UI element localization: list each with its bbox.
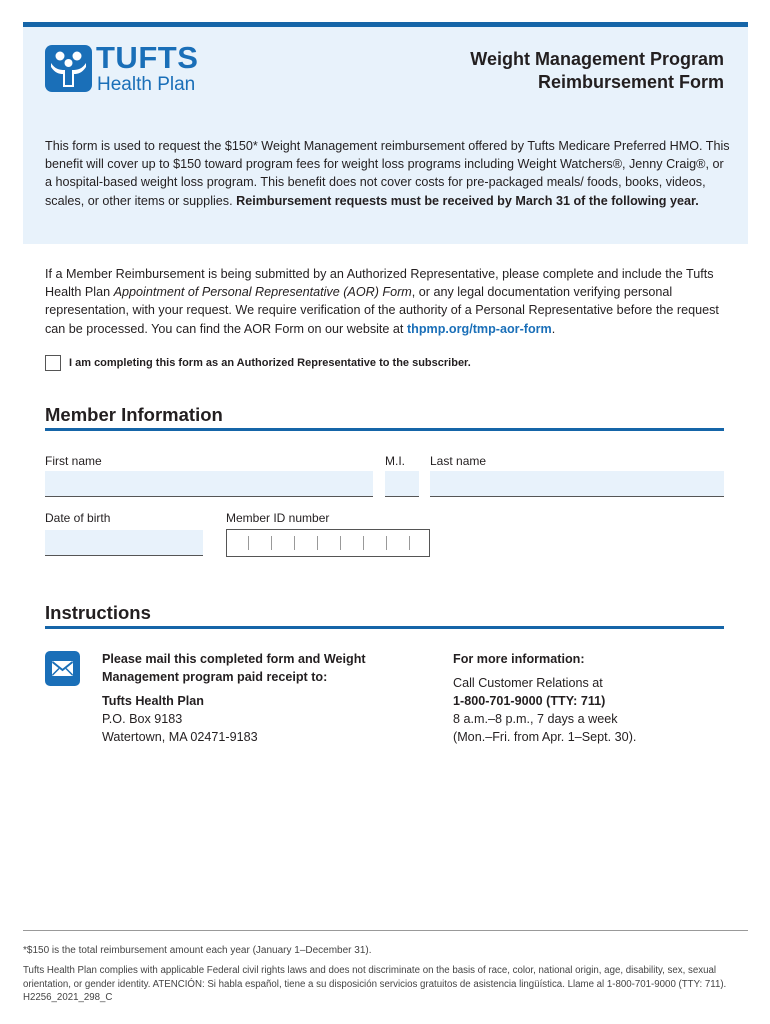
- instructions-rule: [45, 626, 724, 629]
- info-heading: For more information:: [453, 652, 585, 666]
- mail-heading-2: Management program paid receipt to:: [102, 670, 328, 684]
- id-digit-divider: [317, 536, 318, 550]
- mail-heading-1: Please mail this completed form and Weight: [102, 652, 366, 666]
- footer-divider: [23, 930, 748, 931]
- dob-label: Date of birth: [45, 511, 111, 525]
- member-id-input[interactable]: [226, 529, 430, 557]
- info-phone: 1-800-701-9000 (TTY: 711): [453, 694, 606, 708]
- mail-org: Tufts Health Plan: [102, 694, 204, 708]
- mail-po-box: P.O. Box 9183: [102, 712, 183, 726]
- member-info-rule: [45, 428, 724, 431]
- aor-paragraph: [45, 265, 735, 338]
- logo-wordmark: TUFTS: [96, 40, 199, 75]
- mail-city: Watertown, MA 02471-9183: [102, 730, 258, 744]
- mi-label: M.I.: [385, 454, 405, 468]
- id-digit-divider: [363, 536, 364, 550]
- id-digit-divider: [294, 536, 295, 550]
- footnote: *$150 is the total reimbursement amount each year (January 1–December 31).: [23, 945, 372, 956]
- aor-text-1: If a Member Reimbursement is being submitted by an Authorized Representative, please complete and include the Tufts Health Plan: [45, 267, 714, 300]
- id-digit-divider: [340, 536, 341, 550]
- info-hours: 8 a.m.–8 p.m., 7 days a week: [453, 712, 618, 726]
- last-name-label: Last name: [430, 454, 487, 468]
- info-call: Call Customer Relations at: [453, 676, 603, 690]
- first-name-label: First name: [45, 454, 102, 468]
- member-info-heading: Member Information: [45, 404, 223, 425]
- aor-text-3: .: [551, 321, 556, 336]
- aor-form-link[interactable]: thpmp.org/tmp-aor-form: [406, 321, 552, 336]
- contact-info: [453, 650, 636, 746]
- aor-text-2: , or any legal documentation verifying personal representation, with your request. We require verification of the authority of a Personal Representative before the request can be processed. You can find the AOR Form on our website at: [45, 285, 719, 336]
- instructions-heading: Instructions: [45, 602, 151, 623]
- form-title: [470, 48, 724, 94]
- id-digit-divider: [271, 536, 272, 550]
- authorized-rep-label: I am completing this form as an Authorized Representative to the subscriber.: [69, 357, 471, 369]
- last-name-input[interactable]: [430, 471, 724, 497]
- tufts-logo-icon: [45, 45, 92, 92]
- form-title-line-2: Reimbursement Form: [537, 72, 724, 92]
- dob-input[interactable]: [45, 530, 203, 556]
- id-digit-divider: [409, 536, 410, 550]
- legal-notice: Tufts Health Plan complies with applicable Federal civil rights laws and does not discriminate on the basis of race, color, national origin, age, disability, sex, sexual orientation, or gender identity. ATENCIÓN: Si habla español, tiene a su disposición servicios gratuitos de asistencia lingüística. Llame al 1-800-701-9000 (TTY: 711). H2256_2021_298_C: [23, 965, 727, 1003]
- intro-deadline: Reimbursement requests must be received by March 31 of the following year.: [236, 193, 699, 208]
- member-id-label: Member ID number: [226, 511, 330, 525]
- id-digit-divider: [248, 536, 249, 550]
- info-hours-note: (Mon.–Fri. from Apr. 1–Sept. 30).: [453, 730, 637, 744]
- logo-subtitle: Health Plan: [97, 74, 196, 95]
- mi-input[interactable]: [385, 471, 419, 497]
- id-digit-divider: [386, 536, 387, 550]
- form-title-line-1: Weight Management Program: [470, 49, 724, 69]
- aor-form-name: Appointment of Personal Representative (AOR) Form: [113, 285, 412, 300]
- envelope-icon: [45, 651, 80, 686]
- intro-text: This form is used to request the $150* Weight Management reimbursement offered by Tufts Medicare Preferred HMO. This benefit will cover up to $150 toward program fees for weight loss programs including Weight Watchers®, Jenny Craig®, or a hospital-based weight loss program. This benefit does not cover costs for pre-packaged meals/ foods, books, videos, scales, or other items or supplies.: [45, 139, 730, 208]
- intro-paragraph: [45, 137, 730, 210]
- mail-instructions: [102, 650, 366, 746]
- authorized-rep-checkbox[interactable]: [45, 355, 61, 371]
- first-name-input[interactable]: [45, 471, 373, 497]
